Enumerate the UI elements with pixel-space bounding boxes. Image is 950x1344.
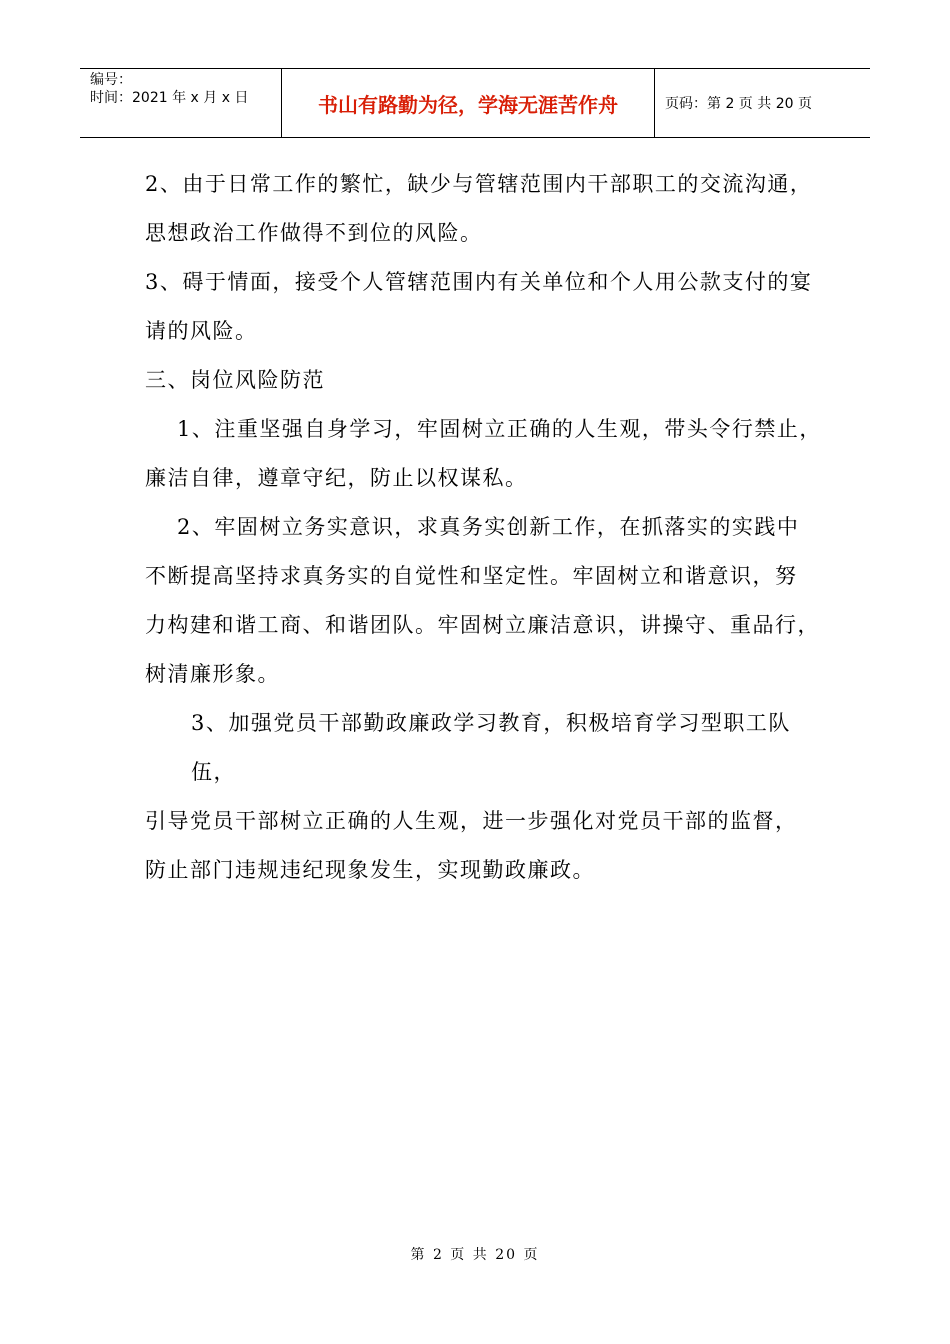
header-meta [80, 69, 282, 137]
header-motto: 书山有路勤为径，学海无涯苦作舟 [282, 69, 655, 137]
page-footer-number: 第 2 页 共 20 页 [410, 1247, 540, 1263]
body-line: 力构建和谐工商、和谐团队。牢固树立廉洁意识，讲操守、重品行， [145, 613, 820, 637]
body-line: 引导党员干部树立正确的人生观，进一步强化对党员干部的监督， [145, 809, 798, 833]
body-line: 不断提高坚持求真务实的自觉性和坚定性。牢固树立和谐意识，努 [145, 564, 798, 588]
section-heading: 三、岗位风险防范 [145, 368, 325, 392]
document-date-label: 时间：2021 年 x 月 x 日 [90, 90, 249, 106]
body-line: 2、由于日常工作的繁忙，缺少与管辖范围内干部职工的交流沟通， [145, 172, 813, 196]
body-line: 3、加强党员干部勤政廉政学习教育，积极培育学习型职工队伍， [191, 711, 791, 784]
document-number-label: 编号： [90, 72, 132, 88]
body-line: 请的风险。 [145, 319, 258, 343]
body-line: 2、牢固树立务实意识，求真务实创新工作，在抓落实的实践中 [177, 515, 800, 539]
page-header [80, 68, 870, 138]
header-page-info: 页码：第 2 页 共 20 页 [665, 96, 812, 112]
body-line: 思想政治工作做得不到位的风险。 [145, 221, 483, 245]
body-line: 1、注重坚强自身学习，牢固树立正确的人生观，带头令行禁止， [177, 417, 822, 441]
body-line: 3、碍于情面，接受个人管辖范围内有关单位和个人用公款支付的宴 [145, 270, 813, 294]
document-body [145, 160, 825, 895]
body-line: 树清廉形象。 [145, 662, 280, 686]
body-line: 防止部门违规违纪现象发生，实现勤政廉政。 [145, 858, 595, 882]
body-line: 廉洁自律，遵章守纪，防止以权谋私。 [145, 466, 528, 490]
